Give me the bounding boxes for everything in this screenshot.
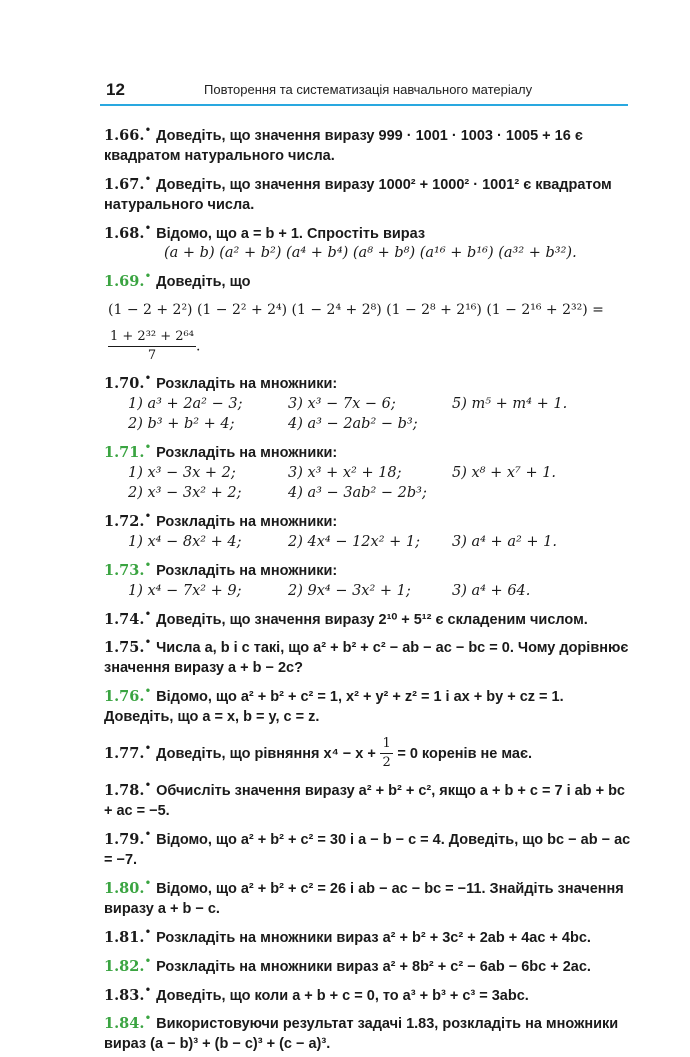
item: 2) x³ − 3x² + 2; xyxy=(128,484,242,501)
problem-text: Доведіть, що коли a + b + c = 0, то a³ + b³ + c³ = 3abc. xyxy=(156,987,529,1004)
fraction-denominator: 7 xyxy=(147,348,157,364)
problem-number: 1.76. xyxy=(104,688,145,706)
item: 2) 9x⁴ − 3x² + 1; xyxy=(288,582,411,599)
problem-text: Обчисліть значення виразу a² + b² + c², якщо a + b + c = 7 і ab + bc + ac = −5. xyxy=(104,783,625,820)
problem-1-75: 1.75.• Числа a, b і c такі, що a² + b² + c² − ab − ac − bc = 0. Чому дорівнює значення виразу a + b − 2c? xyxy=(104,635,629,677)
problem-number: 1.78. xyxy=(104,782,145,800)
problem-1-72: 1.72.• Розкладіть на множники: 1) x⁴ − 8x² + 4; 2) 4x⁴ − 12x² + 1; 3) a⁴ + a² + 1. xyxy=(104,506,634,552)
problem-number: 1.82. xyxy=(104,957,145,975)
problem-1-66: 1.66.• Доведіть, що значення виразу 999 · 1001 · 1003 · 1005 + 16 є квадратом натурального числа. xyxy=(104,123,583,164)
problem-1-71: 1.71.• Розкладіть на множники: 1) x³ − 3x + 2; 3) x³ + x² + 18; 5) x⁸ + x⁷ + 1. 2) x³ − 3x² + 2; 4) a³ − 3ab² − 2b³; xyxy=(104,437,634,503)
items-row xyxy=(104,532,634,552)
problem-text: Доведіть, що значення виразу 1000² + 1000² · 1001² є квадратом натурального числа. xyxy=(104,176,612,213)
item: 3) a⁴ + 64. xyxy=(452,582,531,599)
problem-1-69: 1.69.• Доведіть, що (1 − 2 + 2²) (1 − 2² + 2⁴) (1 − 2⁴ + 2⁸) (1 − 2⁸ + 2¹⁶) (1 − 2¹⁶ + 2³²) = $\frac{\text{1 + 2³² + 2⁶⁴}}{7}$ . xyxy=(104,266,634,365)
problem-number: 1.73. xyxy=(104,561,145,579)
header-rule xyxy=(100,104,628,106)
problem-1-78: 1.78.• Обчисліть значення виразу a² + b² + c², якщо a + b + c = 7 і ab + bc + ac = −5. xyxy=(104,778,625,820)
problem-1-68: 1.68.• Відомо, що a = b + 1. Спростіть вираз (a + b) (a² + b²) (a⁴ + b⁴) (a⁸ + b⁸) (a¹⁶ + b¹⁶) (a³² + b³²). xyxy=(104,218,634,264)
problem-1-79: 1.79.• Відомо, що a² + b² + c² = 30 і a − b − c = 4. Доведіть, що bc − ab − ac = −7. xyxy=(104,827,631,869)
problem-text-before: Доведіть, що рівняння x⁴ − x + xyxy=(156,745,376,762)
item: 5) m⁵ + m⁴ + 1. xyxy=(452,396,568,413)
problem-number: 1.81. xyxy=(104,928,145,946)
item: 2) b³ + b² + 4; xyxy=(128,416,235,433)
problem-text: Розкладіть на множники: xyxy=(156,513,338,530)
fraction xyxy=(380,735,392,772)
problem-number: 1.68. xyxy=(104,224,145,242)
problem-formula: (a + b) (a² + b²) (a⁴ + b⁴) (a⁸ + b⁸) (a¹⁶ + b¹⁶) (a³² + b³²). xyxy=(164,245,577,262)
problem-text: Розкладіть на множники: xyxy=(156,562,338,579)
problem-text: Розкладіть на множники вираз a² + 8b² + c² − 6ab − 6bc + 2ac. xyxy=(156,958,591,975)
problem-1-80: 1.80.• Відомо, що a² + b² + c² = 26 і ab − ac − bc = −11. Знайдіть значення виразу a + b − c. xyxy=(104,876,624,917)
identity-formula: (1 − 2 + 2²) (1 − 2² + 2⁴) (1 − 2⁴ + 2⁸) (1 − 2⁸ + 2¹⁶) (1 − 2¹⁶ + 2³²) = $\frac{\text{1 + 2³² + 2⁶⁴}}{7}$ . xyxy=(108,302,604,364)
problem-number: 1.67. xyxy=(104,175,145,193)
problem-1-83: 1.83.• Доведіть, що коли a + b + c = 0, то a³ + b³ + c³ = 3abc. xyxy=(104,982,529,1004)
problem-number: 1.72. xyxy=(104,512,145,530)
problem-number: 1.80. xyxy=(104,879,145,897)
problem-number: 1.84. xyxy=(104,1015,145,1033)
problem-text: Відомо, що a² + b² + c² = 30 і a − b − c = 4. Доведіть, що bc − ab − ac = −7. xyxy=(104,832,631,869)
items-row xyxy=(104,581,634,601)
problem-text: Доведіть, що значення виразу 999 · 1001 · 1003 · 1005 + 16 є квадратом натурального числа. xyxy=(104,127,583,164)
problem-1-77: 1.77.• Доведіть, що рівняння x⁴ − x + $\frac{1}{2}$ = 0 коренів не має. xyxy=(104,736,532,771)
problem-text: Використовуючи результат задачі 1.83, розкладіть на множники вираз (a − b)³ + (b − c)³ + (c − a)³. xyxy=(104,1016,619,1053)
item: 1) a³ + 2a² − 3; xyxy=(128,396,243,413)
items-row xyxy=(104,414,634,434)
problem-1-67: 1.67.• Доведіть, що значення виразу 1000² + 1000² · 1001² є квадратом натурального числа. xyxy=(104,171,612,213)
item: 1) x³ − 3x + 2; xyxy=(128,464,236,481)
problem-number: 1.69. xyxy=(104,273,145,291)
problem-text: Доведіть, що xyxy=(156,274,251,291)
items-row xyxy=(104,463,634,483)
item: 3) a⁴ + a² + 1. xyxy=(452,533,557,550)
problem-text: Розкладіть на множники: xyxy=(156,444,338,461)
problem-number: 1.70. xyxy=(104,375,145,393)
problem-number: 1.79. xyxy=(104,831,145,849)
item: 4) a³ − 2ab² − b³; xyxy=(288,416,418,433)
problem-number: 1.75. xyxy=(104,639,145,657)
problem-1-74: 1.74.• Доведіть, що значення виразу 2¹⁰ + 5¹² є складеним числом. xyxy=(104,606,588,628)
problem-number: 1.71. xyxy=(104,443,145,461)
items-row xyxy=(104,483,634,503)
item: 5) x⁸ + x⁷ + 1. xyxy=(452,464,557,481)
fraction xyxy=(108,328,196,365)
problem-list xyxy=(104,120,634,1057)
problem-1-84: 1.84.• Використовуючи результат задачі 1.83, розкладіть на множники вираз (a − b)³ + (b − c)³ + (c − a)³. xyxy=(104,1011,619,1053)
problem-number: 1.74. xyxy=(104,610,145,628)
problem-1-82: 1.82.• Розкладіть на множники вираз a² + 8b² + c² − 6ab − 6bc + 2ac. xyxy=(104,953,591,975)
formula-left: (1 − 2 + 2²) (1 − 2² + 2⁴) (1 − 2⁴ + 2⁸) (1 − 2⁸ + 2¹⁶) (1 − 2¹⁶ + 2³²) = xyxy=(108,302,604,319)
problem-text: Відомо, що a = b + 1. Спростіть вираз xyxy=(156,225,426,242)
problem-number: 1.77. xyxy=(104,744,145,762)
problem-text: Розкладіть на множники: xyxy=(156,376,338,393)
item: 1) x⁴ − 8x² + 4; xyxy=(128,533,242,550)
problem-number: 1.66. xyxy=(104,126,145,144)
problem-1-73: 1.73.• Розкладіть на множники: 1) x⁴ − 7x² + 9; 2) 9x⁴ − 3x² + 1; 3) a⁴ + 64. xyxy=(104,555,634,601)
problem-text-after: = 0 коренів не має. xyxy=(397,745,532,762)
problem-text: Відомо, що a² + b² + c² = 26 і ab − ac − bc = −11. Знайдіть значення виразу a + b − c. xyxy=(104,880,624,917)
problem-number: 1.83. xyxy=(104,986,145,1004)
items-row xyxy=(104,394,634,414)
item: 1) x⁴ − 7x² + 9; xyxy=(128,582,242,599)
problem-text: Відомо, що a² + b² + c² = 1, x² + y² + z² = 1 і ax + by + cz = 1. Доведіть, що a = x, b = y, c = z. xyxy=(104,689,564,726)
problem-text: Розкладіть на множники вираз a² + b² + 3c² + 2ab + 4ac + 4bc. xyxy=(156,929,591,946)
problem-1-70: 1.70.• Розкладіть на множники: 1) a³ + 2a² − 3; 3) x³ − 7x − 6; 5) m⁵ + m⁴ + 1. 2) b³ + b² + 4; 4) a³ − 2ab² − b³; xyxy=(104,368,634,434)
running-title: Повторення та систематизація навчального матеріалу xyxy=(204,82,533,97)
item: 4) a³ − 3ab² − 2b³; xyxy=(288,484,427,501)
fraction-numerator: 1 xyxy=(380,735,392,754)
problem-1-81: 1.81.• Розкладіть на множники вираз a² + b² + 3c² + 2ab + 4ac + 4bc. xyxy=(104,924,591,946)
fraction-numerator: 1 + 2³² + 2⁶⁴ xyxy=(108,328,196,347)
problem-1-76: 1.76.• Відомо, що a² + b² + c² = 1, x² + y² + z² = 1 і ax + by + cz = 1. Доведіть, що a = x, b = y, c = z. xyxy=(104,684,564,726)
page-number: 12 xyxy=(106,80,125,99)
item: 3) x³ + x² + 18; xyxy=(288,464,402,481)
problem-text: Доведіть, що значення виразу 2¹⁰ + 5¹² є складеним числом. xyxy=(156,611,588,628)
item: 3) x³ − 7x − 6; xyxy=(288,396,396,413)
fraction-denominator: 2 xyxy=(382,755,391,771)
item: 2) 4x⁴ − 12x² + 1; xyxy=(288,533,420,550)
problem-text: Числа a, b і c такі, що a² + b² + c² − ab − ac − bc = 0. Чому дорівнює значення виразу a + b − 2c? xyxy=(104,640,629,677)
